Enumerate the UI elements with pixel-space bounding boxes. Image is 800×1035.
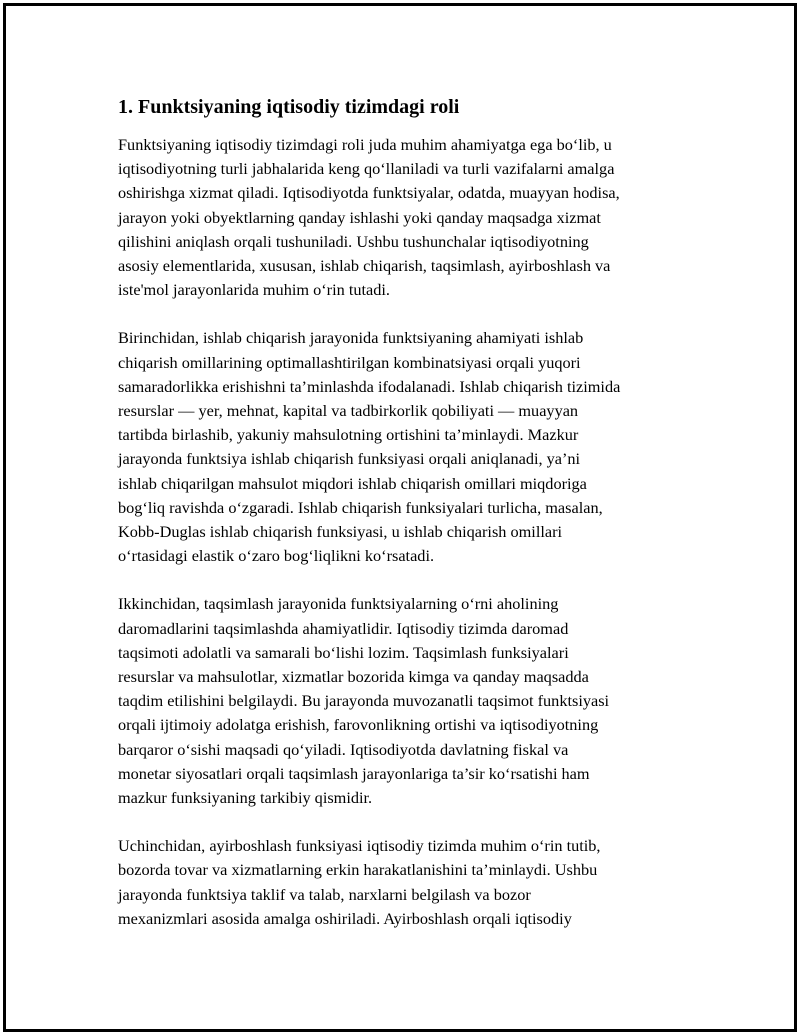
- paragraph-intro: Funktsiyaning iqtisodiy tizimdagi roli juda muhim ahamiyatga ega bo‘lib, u iqtisodiyotning turli jabhalarida keng qo‘llaniladi va turli vazifalarni amalga oshirishga xizmat qiladi. Iqtisodiyotda funktsiyalar, odatda, muayyan hodisa, jarayon yoki obyektlarning qanday ishlashi yoki qanday maqsadga xizmat qilishini aniqlash orqali tushuniladi. Ushbu tushunchalar iqtisodiyotning asosiy elementlarida, xususan, ishlab chiqarish, taqsimlash, ayirboshlash va iste'mol jarayonlarida muhim o‘rin tutadi.: [118, 135, 620, 300]
- paragraph-exchange: Uchinchidan, ayirboshlash funksiyasi iqtisodiy tizimda muhim o‘rin tutib, bozorda tovar va xizmatlarning erkin harakatlanishini ta’minlaydi. Ushbu jarayonda funktsiya taklif va talab, narxlarni belgilash va bozor mexanizmlari asosida amalga oshiriladi. Ayirboshlash orqali iqtisodiy: [118, 836, 601, 928]
- section-heading: 1. Funktsiyaning iqtisodiy tizimdagi roli: [118, 96, 460, 118]
- paragraph-distribution: Ikkinchidan, taqsimlash jarayonida funktsiyalarning o‘rni aholining daromadlarini taqsimlashda ahamiyatlidir. Iqtisodiy tizimda daromad taqsimoti adolatli va samarali bo‘lishi lozim. Taqsimlash funksiyalari resurslar va mahsulotlar, xizmatlar bozorida kimga va qanday maqsadda taqdim etilishini belgilaydi. Bu jarayonda muvozanatli taqsimot funktsiyasi orqali ijtimoiy adolatga erishish, farovonlikning ortishi va iqtisodiyotning barqaror o‘sishi maqsadi qo‘yiladi. Iqtisodiyotda davlatning fiskal va monetar siyosatlari orqali taqsimlash jarayonlariga ta’sir ko‘rsatishi ham mazkur funksiyaning tarkibiy qismidir.: [118, 594, 610, 808]
- document-body: [118, 93, 718, 955]
- paragraph-production: Birinchidan, ishlab chiqarish jarayonida funktsiyaning ahamiyati ishlab chiqarish omillarining optimallashtirilgan kombinatsiyasi orqali yuqori samaradorlikka erishishni ta’minlashda ifodalanadi. Ishlab chiqarish tizimida resurslar — yer, mehnat, kapital va tadbirkorlik qobiliyati — muayyan tartibda birlashib, yakuniy mahsulotning ortishini ta’minlaydi. Mazkur jarayonda funktsiya ishlab chiqarish funksiyasi orqali aniqlanadi, ya’ni ishlab chiqarilgan mahsulot miqdori ishlab chiqarish omillari miqdoriga bog‘liq ravishda o‘zgaradi. Ishlab chiqarish funksiyalari turlicha, masalan, Kobb-Duglas ishlab chiqarish funksiyasi, u ishlab chiqarish omillari o‘rtasidagi elastik o‘zaro bog‘liqlikni ko‘rsatadi.: [118, 328, 621, 566]
